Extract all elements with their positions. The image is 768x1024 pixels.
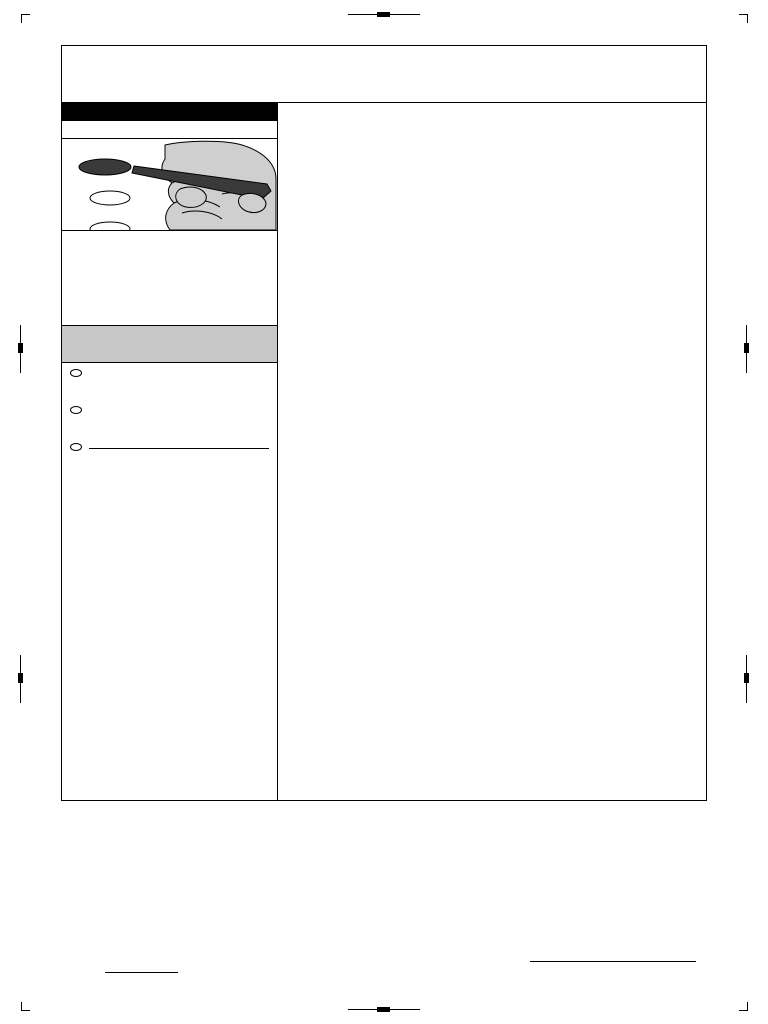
registration-mark-right-upper-block [744,343,749,353]
ballot-column-1 [62,102,278,800]
crop-mark-bottom-left [21,1002,30,1011]
registration-mark-top-block [377,12,390,17]
ballot-card [61,45,707,801]
vote-oval[interactable] [70,406,82,414]
stub-number-line[interactable] [105,972,178,973]
instruction-list [62,231,277,326]
crop-mark-top-right [739,14,748,23]
registration-mark-right-lower-block [744,673,749,683]
vote-oval[interactable] [70,443,82,451]
contest-header [62,326,277,363]
hand-pen-illustration-icon [62,139,277,230]
crop-mark-top-left [21,14,30,23]
registration-mark-left-lower-block [18,673,23,683]
contest-choices [62,363,277,483]
marking-heading [62,121,277,139]
vote-oval[interactable] [70,369,82,377]
write-in-line[interactable] [89,448,269,449]
instructions-heading [62,102,277,121]
marking-illustration [62,139,277,231]
registration-mark-left-upper-block [18,343,23,353]
crop-mark-bottom-right [739,1002,748,1011]
initials-line[interactable] [530,961,696,962]
registration-mark-bottom-block [377,1007,390,1012]
